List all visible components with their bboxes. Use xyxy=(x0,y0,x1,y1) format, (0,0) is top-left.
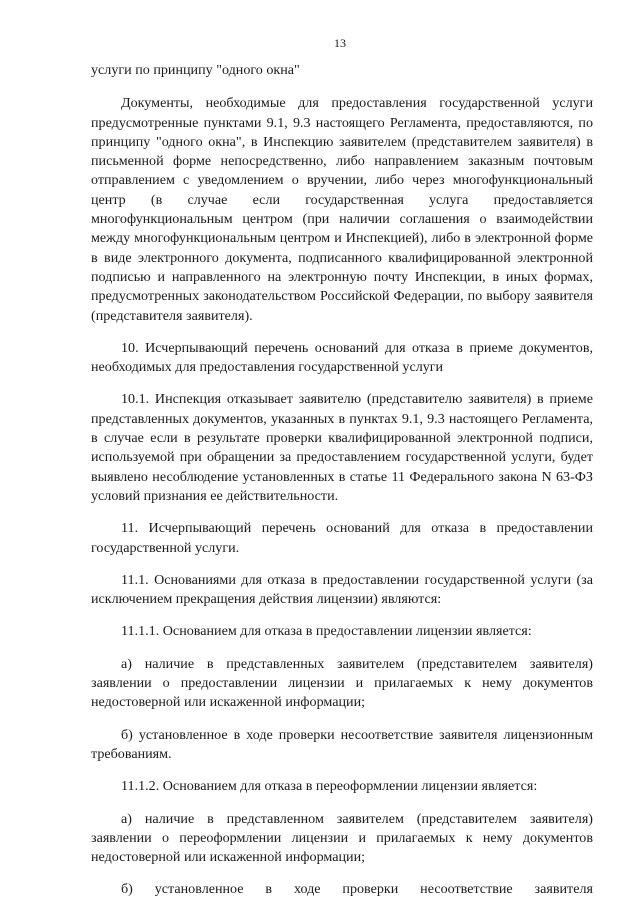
paragraph-11-1-1-a: а) наличие в представленных заявителем (представителем заявителя) заявлении о предоставлении лицензии и прилагаемых к нему документов недостоверной или искаженной информации; xyxy=(91,655,593,711)
section-11-heading: 11. Исчерпывающий перечень оснований для отказа в предоставлении государственной услуги. xyxy=(91,520,593,556)
paragraph-10-1: 10.1. Инспекция отказывает заявителю (представителю заявителя) в приеме представленных документов, указанных в пунктах 9.1, 9.3 настоящего Регламента, в случае если в результате проверки квалифицированной электронной подписи, используемой при обращении за предоставлением государственной услуги, будет выявлено несоблюдение установленных в статье 11 Федерального закона N 63-ФЗ условий признания ее действительности. xyxy=(91,391,593,504)
paragraph-11-1-1-b: б) установленное в ходе проверки несоответствие заявителя лицензионным требованиям. xyxy=(91,726,593,762)
document-body xyxy=(91,61,593,900)
paragraph-documents-submission: Документы, необходимые для предоставления государственной услуги предусмотренные пунктами 9.1, 9.3 настоящего Регламента, предоставляются, по принципу "одного окна", в Инспекцию заявителем (представителем заявителя) в письменной форме непосредственно, либо направлением заказным почтовым отправлением с уведомлением о вручении, либо через многофункциональный центр (в случае если государственная услуга предоставляется многофункциональным центром (при наличии соглашения о взаимодействии между многофункциональным центром и Инспекцией), либо в электронной форме в виде электронного документа, подписанного квалифицированной электронной подписью и направленного на электронную почту Инспекции, в иных формах, предусмотренных законодательством Российской Федерации, по выбору заявителя (представителя заявителя). xyxy=(91,95,593,324)
paragraph-11-1-2-b: б) установленное в ходе проверки несоответствие заявителя xyxy=(121,881,593,898)
paragraph-continuation: услуги по принципу "одного окна" xyxy=(91,62,300,78)
section-10-heading: 10. Исчерпывающий перечень оснований для отказа в приеме документов, необходимых для предоставления государственной услуги xyxy=(91,339,593,376)
paragraph-11-1-1: 11.1.1. Основанием для отказа в предоставлении лицензии является: xyxy=(121,623,532,640)
paragraph-11-1-2: 11.1.2. Основанием для отказа в переоформлении лицензии является: xyxy=(121,778,538,795)
paragraph-11-1: 11.1. Основаниями для отказа в предоставлении государственной услуги (за исключением прекращения действия лицензии) являются: xyxy=(91,571,593,608)
paragraph-11-1-2-a: а) наличие в представленном заявителем (представителем заявителя) заявлении о переоформлении лицензии и прилагаемых к нему документов недостоверной или искаженной информации; xyxy=(91,810,593,866)
page-number: 13 xyxy=(334,36,346,50)
